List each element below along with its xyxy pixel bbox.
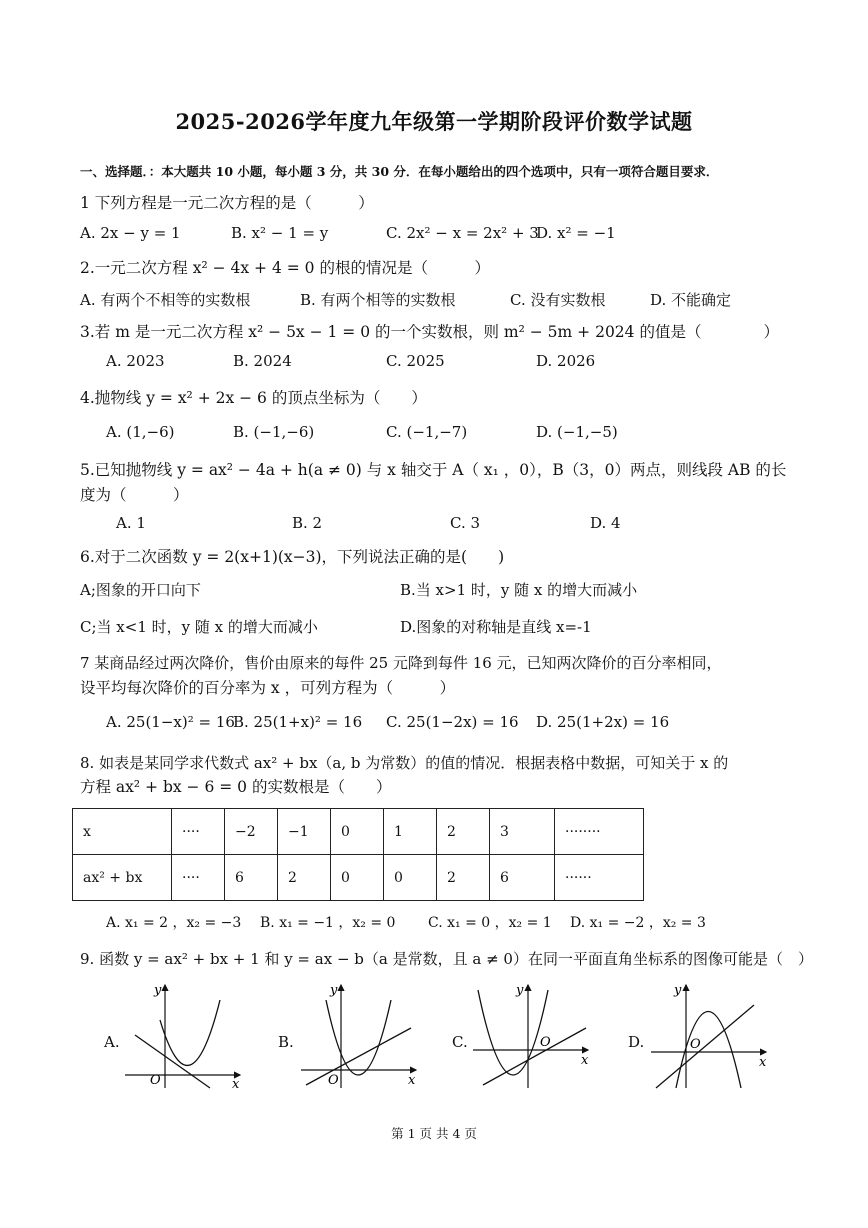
q7-option-c: C. 25(1−2x) = 16 — [386, 713, 519, 731]
q9-label-b: B. — [278, 1033, 294, 1051]
table-cell: −1 — [278, 809, 331, 855]
q2-option-b: B. 有两个相等的实数根 — [300, 291, 456, 309]
origin-label: O — [328, 1073, 339, 1088]
q5-option-d: D. 4 — [590, 514, 621, 532]
q8-stem-line2: 方程 ax² + bx − 6 = 0 的实数根是（ ） — [80, 778, 392, 796]
q8-option-a: A. x₁ = 2 ，x₂ = −3 — [106, 915, 242, 931]
table-cell: ···· — [172, 855, 225, 901]
q9-label-c: C. — [452, 1033, 468, 1051]
q7-option-d: D. 25(1+2x) = 16 — [536, 713, 670, 731]
table-row — [73, 855, 644, 901]
table-cell: x — [73, 809, 172, 855]
x-axis-label: x — [759, 1055, 767, 1070]
q3-stem: 3.若 m 是一元二次方程 x² − 5x − 1 = 0 的一个实数根，则 m² − 5m + 2024 的值是（ ） — [80, 323, 779, 341]
table-cell: 1 — [384, 809, 437, 855]
q6-option-b: B.当 x>1 时，y 随 x 的增大而减小 — [400, 581, 638, 599]
q9-graph-c — [468, 980, 598, 1090]
q2-option-d: D. 不能确定 — [650, 291, 732, 309]
q4-option-a: A. (1,−6) — [106, 423, 175, 441]
q1-option-b: B. x² − 1 = y — [231, 224, 329, 242]
q6-option-a: A;图象的开口向下 — [80, 581, 201, 599]
table-cell: 2 — [278, 855, 331, 901]
section-instruction — [80, 162, 718, 180]
table-row — [73, 809, 644, 855]
q1-option-c: C. 2x² − x = 2x² + 3 — [386, 224, 539, 242]
q9-graph-b — [296, 980, 426, 1090]
table-cell: ······ — [555, 855, 644, 901]
q9-graph-d — [646, 980, 776, 1090]
line-graph — [483, 1028, 586, 1085]
q1-option-a: A. 2x − y = 1 — [80, 224, 181, 242]
table-cell: ax² + bx — [73, 855, 172, 901]
q3-option-d: D. 2026 — [536, 352, 596, 370]
page-footer: 第 1 页 共 4 页 — [391, 1126, 477, 1141]
x-axis-label: x — [581, 1053, 589, 1068]
q5-option-b: B. 2 — [292, 514, 323, 532]
q6-stem: 6.对于二次函数 y = 2(x+1)(x−3)，下列说法正确的是( ) — [80, 548, 505, 566]
q9-label-d: D. — [628, 1033, 645, 1051]
q1-stem: 1 下列方程是一元二次方程的是（ ） — [80, 194, 374, 212]
line-graph — [656, 1005, 754, 1088]
q7-stem-line1: 7 某商品经过两次降价，售价由原来的每件 25 元降到每件 16 元，已知两次降价的百分率相同， — [80, 654, 722, 672]
q4-option-b: B. (−1,−6) — [233, 423, 315, 441]
q5-stem-line2: 度为（ ） — [80, 486, 189, 504]
y-axis-label: y — [516, 983, 524, 998]
table-cell: 0 — [331, 809, 384, 855]
q1-option-d: D. x² = −1 — [536, 224, 616, 242]
q5-option-a: A. 1 — [116, 514, 146, 532]
q7-stem-line2: 设平均每次降价的百分率为 x ，可列方程为（ ） — [80, 679, 456, 697]
q9-graph-a — [120, 980, 250, 1090]
y-axis-label: y — [154, 983, 162, 998]
q6-option-c: C;当 x<1 时，y 随 x 的增大而减小 — [80, 618, 318, 636]
parabola-curve — [160, 1000, 220, 1065]
table-cell: ···· — [172, 809, 225, 855]
table-cell: 0 — [384, 855, 437, 901]
table-cell: 0 — [331, 855, 384, 901]
line-graph — [135, 1035, 210, 1088]
q7-option-a: A. 25(1−x)² = 16 — [106, 713, 235, 731]
q3-option-c: C. 2025 — [386, 352, 445, 370]
table-cell: 3 — [490, 809, 555, 855]
origin-label: O — [690, 1037, 701, 1052]
q8-option-d: D. x₁ = −2 ，x₂ = 3 — [570, 915, 706, 931]
x-axis-label: x — [408, 1073, 416, 1088]
y-axis-label: y — [674, 983, 682, 998]
q2-stem: 2.一元二次方程 x² − 4x + 4 = 0 的根的情况是（ ） — [80, 259, 490, 277]
q5-stem-line1: 5.已知抛物线 y = ax² − 4a + h(a ≠ 0) 与 x 轴交于 A（ x₁ ，0），B（3，0）两点，则线段 AB 的长 — [80, 461, 787, 479]
q8-option-c: C. x₁ = 0 ，x₂ = 1 — [428, 915, 552, 931]
table-cell: 6 — [490, 855, 555, 901]
table-cell: 6 — [225, 855, 278, 901]
y-axis-label: y — [330, 983, 338, 998]
q9-label-a: A. — [104, 1033, 120, 1051]
section-heading-suffix: ． — [142, 164, 149, 179]
q8-option-b: B. x₁ = −1 ，x₂ = 0 — [260, 915, 396, 931]
q8-stem-line1: 8. 如表是某同学求代数式 ax² + bx（a, b 为常数）的值的情况．根据表格中数据，可知关于 x 的 — [80, 754, 729, 772]
parabola-curve — [326, 1000, 391, 1075]
table-cell: 2 — [437, 855, 490, 901]
q3-option-b: B. 2024 — [233, 352, 292, 370]
table-cell: 2 — [437, 809, 490, 855]
q7-option-b: B. 25(1+x)² = 16 — [233, 713, 363, 731]
q3-option-a: A. 2023 — [106, 352, 165, 370]
line-graph — [306, 1028, 411, 1085]
q4-stem: 4.抛物线 y = x² + 2x − 6 的顶点坐标为（ ） — [80, 389, 427, 407]
q8-value-table — [72, 808, 644, 901]
page-title: 2025-2026学年度九年级第一学期阶段评价数学试题 — [175, 109, 693, 134]
table-cell: −2 — [225, 809, 278, 855]
parabola-curve — [478, 990, 548, 1075]
q4-option-d: D. (−1,−5) — [536, 423, 618, 441]
section-heading: 一、选择题 — [80, 164, 143, 179]
x-axis-label: x — [232, 1077, 240, 1090]
table-cell: ········ — [555, 809, 644, 855]
origin-label: O — [150, 1073, 161, 1088]
q2-option-a: A. 有两个不相等的实数根 — [80, 291, 251, 309]
origin-label: O — [540, 1035, 551, 1050]
section-instruction-text: ：本大题共 10 小题，每小题 3 分，共 30 分．在每小题给出的四个选项中，只有一项符合题目要求． — [148, 164, 719, 179]
q2-option-c: C. 没有实数根 — [510, 291, 606, 309]
q5-option-c: C. 3 — [450, 514, 481, 532]
q9-stem: 9. 函数 y = ax² + bx + 1 和 y = ax − b（a 是常数，且 a ≠ 0）在同一平面直角坐标系的图像可能是（ ） — [80, 950, 813, 968]
q6-option-d: D.图象的对称轴是直线 x=-1 — [400, 618, 592, 636]
q4-option-c: C. (−1,−7) — [386, 423, 468, 441]
